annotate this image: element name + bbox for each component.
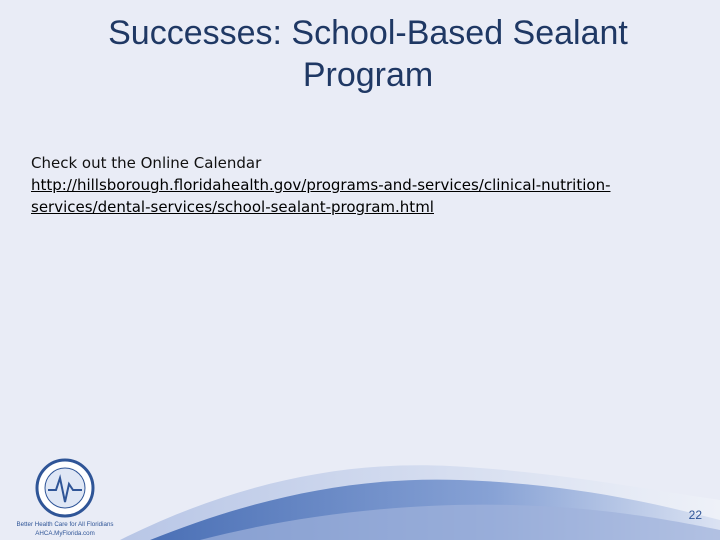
slide-body	[31, 152, 691, 218]
page-number: 22	[688, 508, 702, 522]
intro-text: Check out the Online Calendar	[31, 154, 262, 172]
slide-title: Successes: School-Based Sealant Program	[108, 14, 628, 94]
ahca-logo	[10, 458, 120, 540]
ahca-seal-icon	[10, 458, 120, 540]
calendar-link[interactable]: http://hillsborough.floridahealth.gov/programs-and-services/clinical-nutrition-services/dental-services/school-sealant-program.html	[31, 176, 611, 216]
logo-url: AHCA.MyFlorida.com	[35, 530, 95, 537]
logo-tagline: Better Health Care for All Floridians	[16, 521, 114, 528]
